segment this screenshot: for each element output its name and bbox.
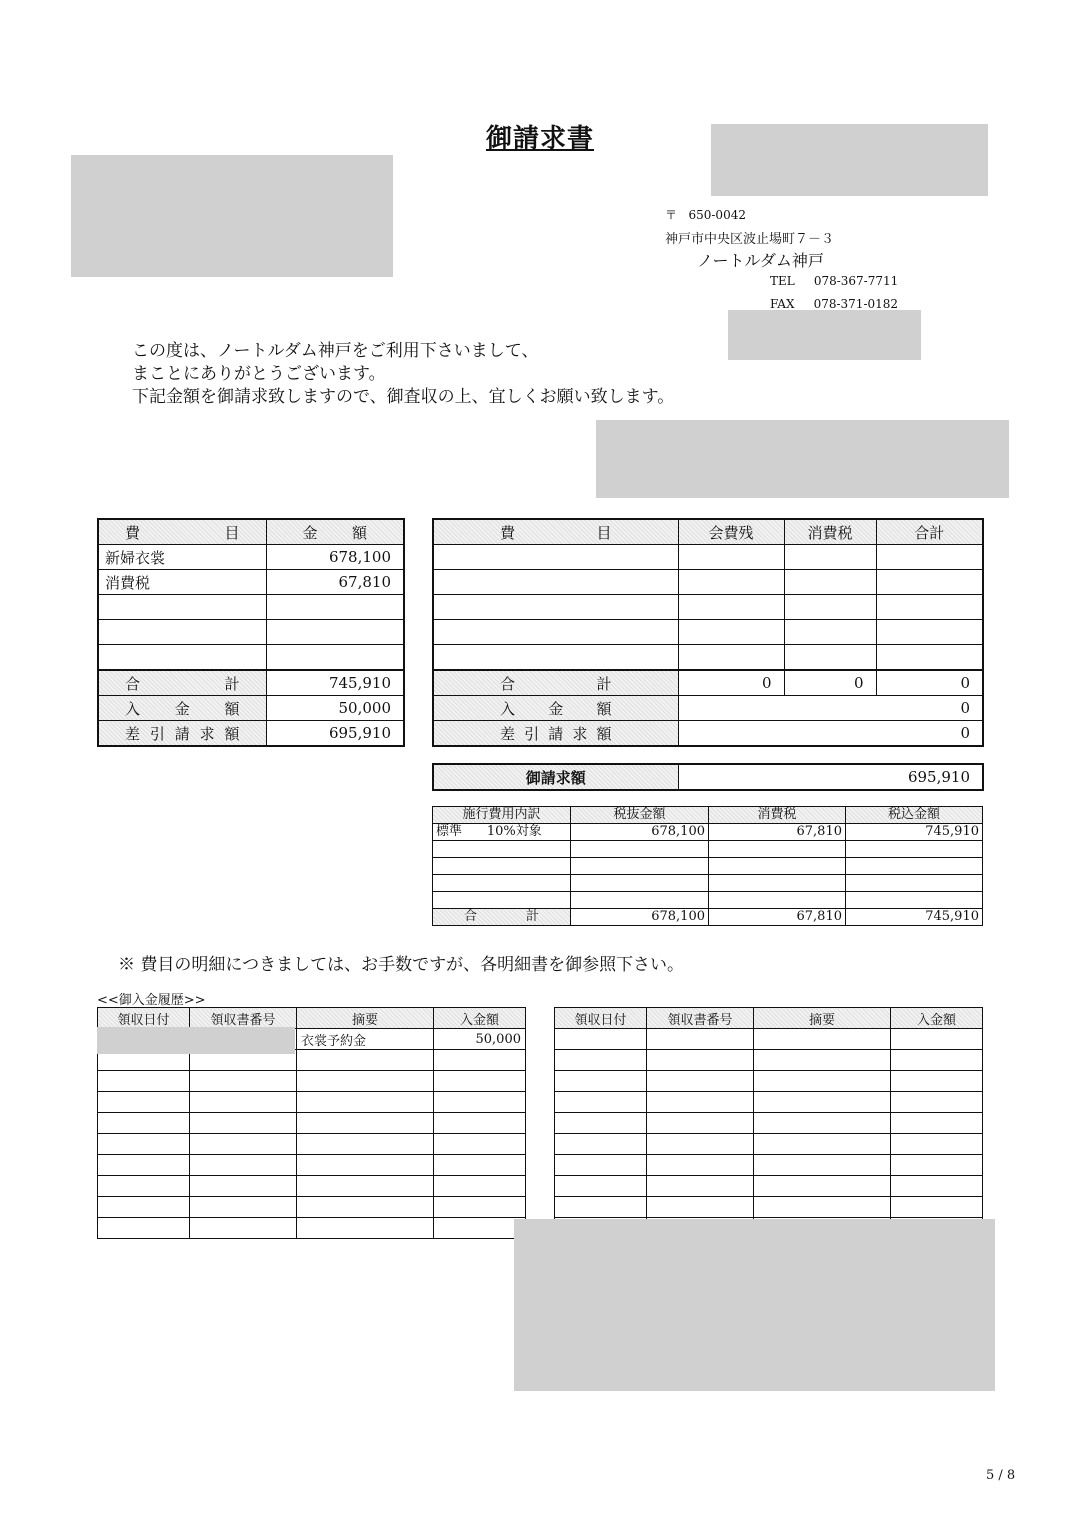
total-sum-value: 0 <box>876 670 983 696</box>
postal-mark: 〒 <box>665 208 678 222</box>
table-row <box>433 570 983 595</box>
postal-code: 650-0042 <box>688 208 746 222</box>
invoice-total-label: 御請求額 <box>433 764 678 790</box>
header-item: 費 目 <box>98 519 266 545</box>
amount-cell: 50,000 <box>434 1029 526 1050</box>
table-row <box>555 1134 983 1155</box>
paid-row <box>433 696 983 721</box>
total-balance-value: 0 <box>678 670 784 696</box>
message-line: この度は、ノートルダム神戸をご利用下さいまして、 <box>132 341 539 361</box>
label-char: 合 <box>125 674 141 693</box>
header-total: 合計 <box>876 519 983 545</box>
desc-cell: 衣裳予約金 <box>297 1029 434 1050</box>
amount-cell <box>266 645 404 671</box>
redacted-footer-block <box>514 1219 995 1391</box>
label-char: 計 <box>224 674 240 693</box>
label-char: 請 <box>548 724 564 743</box>
table-row <box>433 645 983 671</box>
table-row <box>98 1197 526 1218</box>
table-row <box>555 1176 983 1197</box>
total-tax: 67,810 <box>709 909 846 926</box>
sender-postal <box>665 206 746 223</box>
amount-cell <box>266 595 404 620</box>
item-cell: 消費税 <box>98 570 266 595</box>
redacted-stamp-block <box>728 310 921 360</box>
total-label <box>433 909 571 926</box>
header-amount: 入金額 <box>434 1008 526 1029</box>
table-row <box>555 1113 983 1134</box>
paid-value: 0 <box>678 696 983 721</box>
table-row <box>98 1071 526 1092</box>
label-char: 合 <box>500 674 516 693</box>
message-line: 下記金額を御請求致しますので、御査収の上、宜しくお願い致します。 <box>132 387 675 407</box>
net-cell: 678,100 <box>571 824 709 841</box>
total-gross: 745,910 <box>846 909 983 926</box>
label-char: 金 <box>548 699 564 718</box>
header-net: 税抜金額 <box>571 807 709 824</box>
header-tax: 消費税 <box>709 807 846 824</box>
header-item: 費 目 <box>433 519 678 545</box>
table-row <box>98 645 404 671</box>
header-amount: 金 額 <box>266 519 404 545</box>
table-row <box>98 1134 526 1155</box>
header-desc: 摘要 <box>754 1008 891 1029</box>
tel-number: 078-367-7711 <box>813 274 899 288</box>
amount-cell: 678,100 <box>266 545 404 570</box>
balance-row <box>98 721 404 747</box>
table-row <box>433 545 983 570</box>
label-char: 額 <box>224 699 240 718</box>
total-label <box>98 670 266 696</box>
label-char: 差 <box>500 724 516 743</box>
sender-address: 神戸市中央区波止場町７－３ <box>665 232 835 247</box>
table-row <box>98 545 404 570</box>
fax-label: FAX <box>770 297 795 311</box>
label-char: 金 <box>174 699 190 718</box>
label-char: 計 <box>525 909 539 924</box>
header-amount: 入金額 <box>891 1008 983 1029</box>
table-row <box>433 858 983 875</box>
invoice-total-value: 695,910 <box>678 764 983 790</box>
table-row <box>555 1092 983 1113</box>
label-char: 額 <box>596 724 612 743</box>
category-sub: 10%対象 <box>486 824 542 839</box>
fax-number: 078-371-0182 <box>813 297 899 311</box>
header-tax: 消費税 <box>784 519 876 545</box>
table-row <box>98 1092 526 1113</box>
redacted-header-block <box>711 124 988 196</box>
greeting-message <box>132 340 674 409</box>
label-char: 引 <box>524 724 540 743</box>
table-row <box>555 1155 983 1176</box>
redacted-receipt-cells <box>97 1027 295 1054</box>
message-line: まことにありがとうございます。 <box>132 364 386 384</box>
label-char: 額 <box>224 724 240 743</box>
paid-label <box>98 696 266 721</box>
label-char: 入 <box>500 699 516 718</box>
header-date: 領収日付 <box>555 1008 647 1029</box>
header-balance: 会費残 <box>678 519 784 545</box>
label-char: 請 <box>174 724 190 743</box>
left-summary-table <box>97 518 405 747</box>
item-cell <box>98 645 266 671</box>
item-cell: 新婦衣裳 <box>98 545 266 570</box>
header-gross: 税込金額 <box>846 807 983 824</box>
total-row <box>433 670 983 696</box>
breakdown-table <box>432 806 983 926</box>
total-value: 745,910 <box>266 670 404 696</box>
table-row <box>555 1029 983 1050</box>
total-row <box>433 909 983 926</box>
balance-value: 0 <box>678 721 983 747</box>
category-cell <box>433 824 571 841</box>
table-row <box>98 1155 526 1176</box>
invoice-total-table <box>432 763 984 791</box>
paid-value: 50,000 <box>266 696 404 721</box>
label-char: 求 <box>572 724 588 743</box>
tel-label: TEL <box>770 274 795 288</box>
header-desc: 摘要 <box>297 1008 434 1029</box>
balance-row <box>433 721 983 747</box>
label-char: 差 <box>125 724 141 743</box>
item-cell <box>98 620 266 645</box>
total-tax-value: 0 <box>784 670 876 696</box>
payment-history-right-table <box>554 1007 983 1239</box>
table-row <box>98 570 404 595</box>
label-char: 合 <box>464 909 478 924</box>
page-title: 御請求書 <box>485 124 594 154</box>
gross-cell: 745,910 <box>846 824 983 841</box>
table-row <box>98 1176 526 1197</box>
sender-fax <box>770 297 898 311</box>
table-row <box>433 892 983 909</box>
total-row <box>98 670 404 696</box>
table-row <box>433 595 983 620</box>
label-char: 引 <box>149 724 165 743</box>
table-row <box>98 620 404 645</box>
total-net: 678,100 <box>571 909 709 926</box>
header-category: 施行費用内訳 <box>433 807 571 824</box>
table-row <box>433 875 983 892</box>
item-cell <box>98 595 266 620</box>
sender-name: ノートルダム神戸 <box>697 251 824 270</box>
tax-cell: 67,810 <box>709 824 846 841</box>
table-row <box>98 1113 526 1134</box>
redacted-info-block <box>596 420 1009 498</box>
table-row <box>98 595 404 620</box>
label-char: 求 <box>199 724 215 743</box>
detail-note: ※ 費目の明細につきましては、お手数ですが、各明細書を御参照下さい。 <box>118 955 685 975</box>
table-row <box>555 1050 983 1071</box>
table-row <box>555 1197 983 1218</box>
table-row <box>98 1218 526 1239</box>
label-char: 計 <box>596 674 612 693</box>
paid-label <box>433 696 678 721</box>
table-row <box>433 620 983 645</box>
right-summary-table <box>432 518 984 747</box>
table-row <box>433 824 983 841</box>
amount-cell <box>266 620 404 645</box>
header-receipt: 領収書番号 <box>647 1008 754 1029</box>
balance-label <box>98 721 266 747</box>
header-date: 領収日付 <box>98 1008 190 1029</box>
label-char: 額 <box>596 699 612 718</box>
page-number: 5 / 8 <box>986 1468 1016 1483</box>
header-receipt: 領収書番号 <box>190 1008 297 1029</box>
redacted-recipient-block <box>71 155 393 277</box>
payment-history-title: <<御入金履歴>> <box>97 993 206 1008</box>
balance-label <box>433 721 678 747</box>
total-label <box>433 670 678 696</box>
sender-tel <box>770 274 898 288</box>
table-row <box>433 841 983 858</box>
label-char: 入 <box>125 699 141 718</box>
amount-cell: 67,810 <box>266 570 404 595</box>
balance-value: 695,910 <box>266 721 404 747</box>
paid-row <box>98 696 404 721</box>
category-name: 標準 <box>436 824 463 839</box>
table-row <box>555 1071 983 1092</box>
